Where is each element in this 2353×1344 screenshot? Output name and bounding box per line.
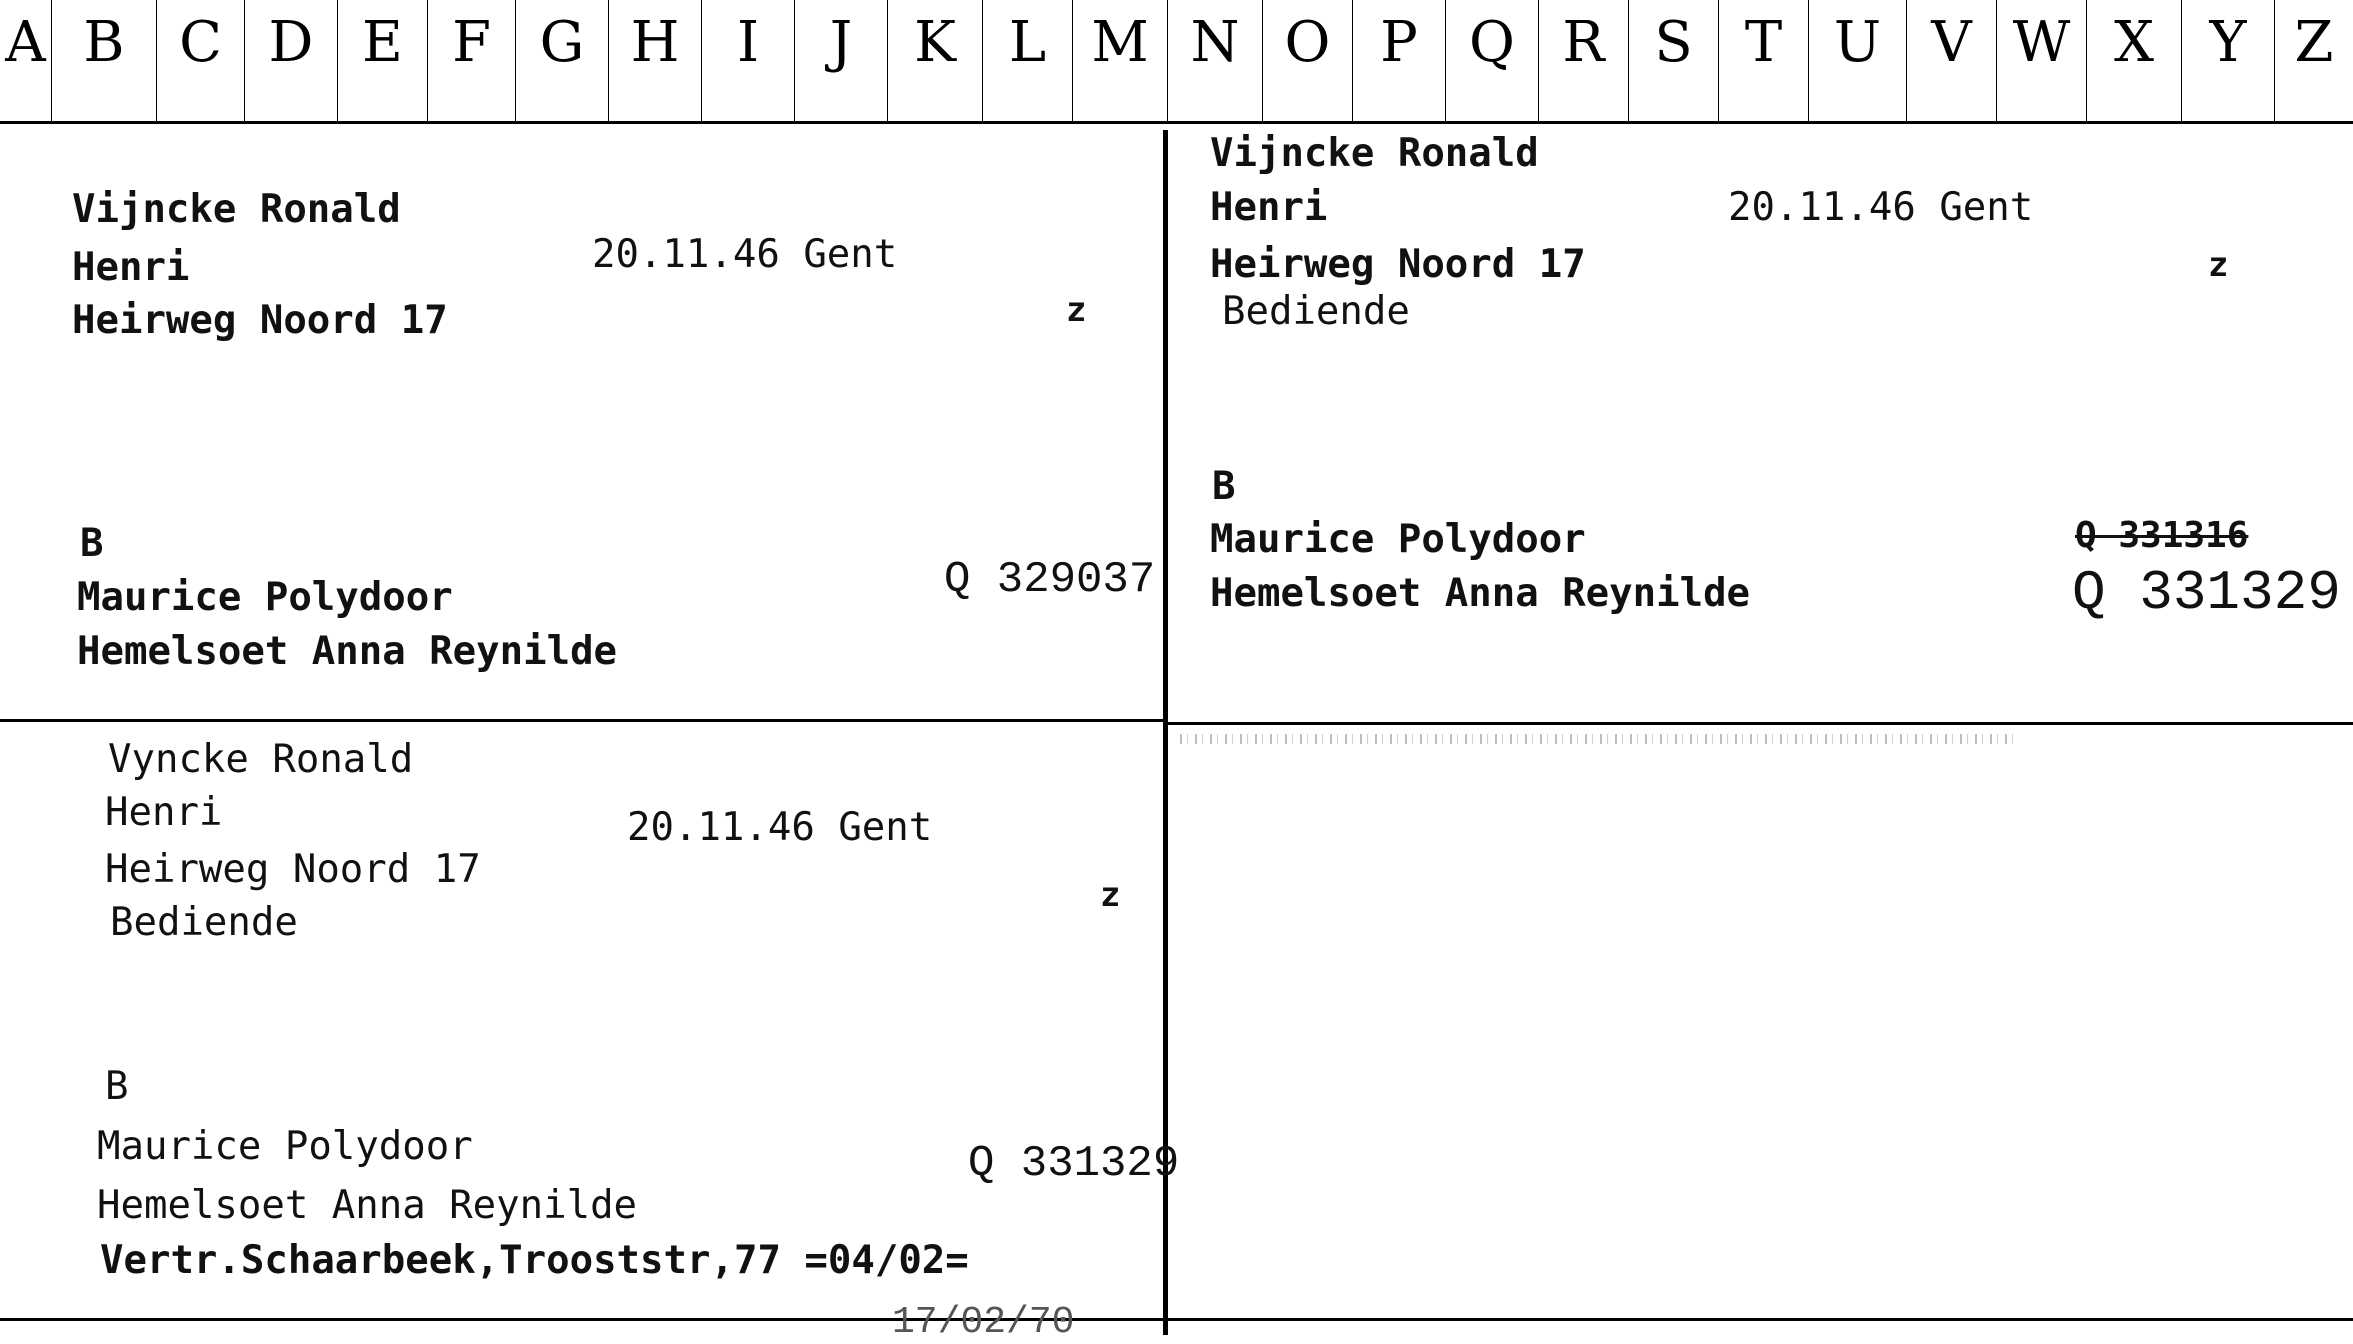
- letter-s: S: [1629, 0, 1719, 121]
- card-parent-mother: Hemelsoet Anna Reynilde: [77, 629, 618, 674]
- card-occupation: Bediende: [1222, 289, 1410, 334]
- letter-i: I: [702, 0, 795, 121]
- card-name: Vijncke Ronald: [1210, 131, 1539, 176]
- card-occupation: Bediende: [110, 900, 298, 945]
- letter-y: Y: [2182, 0, 2275, 121]
- card-letter: B: [1212, 464, 1236, 509]
- letter-n: N: [1168, 0, 1263, 121]
- card-mark: z: [1100, 875, 1121, 915]
- card-mark: z: [2208, 245, 2229, 285]
- card-parent-mother: Hemelsoet Anna Reynilde: [1210, 571, 1751, 616]
- card-number: Q 331329: [968, 1139, 1180, 1189]
- letter-v: V: [1907, 0, 1997, 121]
- card-address: Heirweg Noord 17: [105, 847, 481, 892]
- card-name: Vijncke Ronald: [72, 187, 401, 232]
- card-mark: z: [1066, 290, 1087, 330]
- bottom-divider: [0, 1318, 2353, 1321]
- card-parent-father: Maurice Polydoor: [97, 1124, 473, 1169]
- card-number-struck: Q 331316: [2075, 515, 2249, 556]
- card-note-date: 17/02/70: [892, 1301, 1075, 1344]
- letter-g: G: [516, 0, 609, 121]
- card-note: Vertr.Schaarbeek,Trooststr,77 =04/02=: [100, 1238, 969, 1283]
- letter-m: M: [1073, 0, 1168, 121]
- letter-a: A: [0, 0, 52, 121]
- letter-k: K: [888, 0, 983, 121]
- card-address: Heirweg Noord 17: [72, 298, 448, 343]
- scan-noise: [1180, 734, 2020, 744]
- card-given-name: Henri: [1210, 185, 1328, 230]
- alphabet-strip: [0, 0, 2353, 124]
- card-number: Q 329037: [944, 555, 1156, 605]
- letter-h: H: [609, 0, 702, 121]
- card-number: Q 331329: [2072, 561, 2341, 625]
- letter-w: W: [1997, 0, 2087, 121]
- card-birth: 20.11.46 Gent: [1728, 185, 2034, 230]
- card-given-name: Henri: [105, 790, 223, 835]
- letter-l: L: [983, 0, 1073, 121]
- letter-j: J: [795, 0, 888, 121]
- card-letter: B: [80, 521, 104, 566]
- card-birth: 20.11.46 Gent: [627, 805, 933, 850]
- letter-e: E: [338, 0, 428, 121]
- letter-b: B: [52, 0, 157, 121]
- letter-z: Z: [2294, 10, 2334, 75]
- row-divider-right: [1168, 722, 2353, 725]
- letter-f: F: [428, 0, 516, 121]
- letter-c: C: [157, 0, 245, 121]
- card-given-name: Henri: [72, 245, 190, 290]
- card-birth: 20.11.46 Gent: [592, 232, 898, 277]
- card-address: Heirweg Noord 17: [1210, 242, 1586, 287]
- letter-u: U: [1809, 0, 1907, 121]
- card-name: Vyncke Ronald: [108, 737, 414, 782]
- letter-x: X: [2087, 0, 2182, 121]
- row-divider-left: [0, 719, 1163, 722]
- letter-q: Q: [1446, 0, 1539, 121]
- letter-r: R: [1539, 0, 1629, 121]
- letter-o: O: [1263, 0, 1353, 121]
- letter-p: P: [1353, 0, 1446, 121]
- card-parent-father: Maurice Polydoor: [1210, 517, 1586, 562]
- card-letter: B: [105, 1064, 129, 1109]
- card-parent-mother: Hemelsoet Anna Reynilde: [97, 1183, 638, 1228]
- card-parent-father: Maurice Polydoor: [77, 575, 453, 620]
- letter-t: T: [1719, 0, 1809, 121]
- letter-d: D: [245, 0, 338, 121]
